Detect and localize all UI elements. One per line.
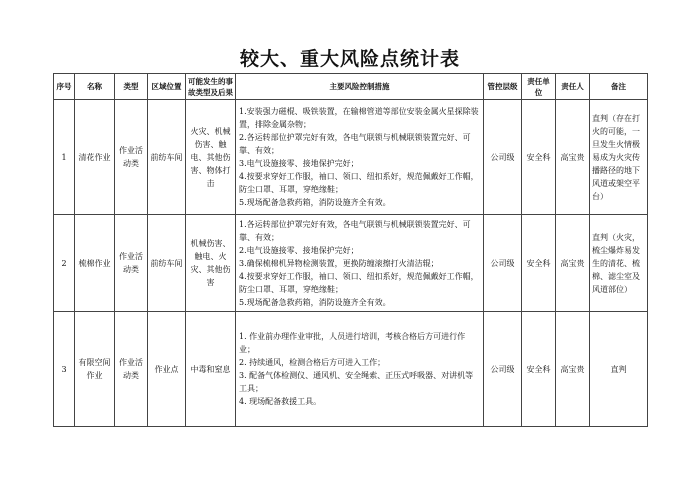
measure-item: 2.电气设施接零、接地保护完好； xyxy=(239,245,359,255)
cell-person: 高宝贵 xyxy=(556,215,590,312)
cell-level: 公司级 xyxy=(484,215,522,312)
header-cell-no: 序号 xyxy=(54,74,75,100)
header-cell-level: 管控层级 xyxy=(484,74,522,100)
cell-unit: 安全科 xyxy=(522,215,556,312)
measure-item: 5.现场配备急救药箱，消防设施齐全有效。 xyxy=(239,297,391,307)
cell-person: 高宝贵 xyxy=(556,312,590,427)
measure-item: 4.按要求穿好工作服，袖口、领口、纽扣系好，规范佩戴好工作帽，防尘口罩、耳罩，穿绝缘鞋； xyxy=(239,172,479,194)
measure-item: 3. 配备气体检测仪、通风机、安全绳索、正压式呼吸器、对讲机等工具； xyxy=(239,371,474,393)
measure-item: 4.按要求穿好工作服，袖口、领口、纽扣系好，规范佩戴好工作帽，防尘口罩、耳罩，穿绝缘鞋； xyxy=(239,271,479,294)
page-title: 较大、重大风险点统计表 xyxy=(239,48,460,70)
header-cell-type: 类型 xyxy=(115,74,148,100)
cell-unit: 安全科 xyxy=(522,312,556,427)
cell-area: 前纺车间 xyxy=(148,100,186,215)
cell-note: 直判 xyxy=(590,312,648,427)
table-row xyxy=(54,312,648,427)
cell-type: 作业活动类 xyxy=(115,312,148,427)
cell-area: 前纺车间 xyxy=(148,215,186,312)
measure-item: 2. 持续通风，检测合格后方可进入工作； xyxy=(239,358,386,367)
measure-item: 1. 作业前办理作业审批，人员进行培训，考核合格后方可进行作业； xyxy=(239,332,466,354)
measure-item: 4. 现场配备救援工具。 xyxy=(239,397,322,406)
header-cell-area: 区域位置 xyxy=(148,74,186,100)
cell-accident: 中毒和窒息 xyxy=(186,312,236,427)
risk-table xyxy=(53,73,648,427)
measure-item: 1.各运转部位护罩完好有效，各电气联锁与机械联锁装置完好、可靠、有效； xyxy=(239,219,471,242)
cell-name: 清花作业 xyxy=(75,100,115,215)
header-cell-unit: 责任单位 xyxy=(522,74,556,100)
cell-no: 3 xyxy=(54,312,75,427)
measure-item: 5.现场配备急救药箱，消防设施齐全有效。 xyxy=(239,198,391,207)
cell-note: 直判（存在打火的可能，一旦发生火情极易成为火灾传播路径的地下风道或架空平台） xyxy=(590,100,648,215)
table-row xyxy=(54,215,648,312)
cell-level: 公司级 xyxy=(484,312,522,427)
cell-type: 作业活动类 xyxy=(115,215,148,312)
header-cell-accident: 可能发生的事故类型及后果 xyxy=(186,74,236,100)
cell-measures xyxy=(236,100,484,215)
header-cell-note: 备注 xyxy=(590,74,648,100)
measure-item: 1.安装强力磁棍、吸铁装置，在输棉管道等部位安装金属火星探除装置，排除金属杂物； xyxy=(239,107,479,129)
cell-level: 公司级 xyxy=(484,100,522,215)
cell-measures xyxy=(236,215,484,312)
cell-accident: 火灾、机械伤害、触电、其他伤害、物体打击 xyxy=(186,100,236,215)
header-cell-name: 名称 xyxy=(75,74,115,100)
header-cell-person: 责任人 xyxy=(556,74,590,100)
cell-person: 高宝贵 xyxy=(556,100,590,215)
measure-item: 3.确保梳棉机异物检测装置，更换防缠滚擦打火清洁辊； xyxy=(239,258,439,268)
cell-name: 梳棉作业 xyxy=(75,215,115,312)
cell-accident: 机械伤害、触电、火灾、其他伤害 xyxy=(186,215,236,312)
cell-name: 有限空间作业 xyxy=(75,312,115,427)
measure-item: 2.各运转部位护罩完好有效，各电气联锁与机械联锁装置完好、可靠、有效； xyxy=(239,133,471,155)
header-cell-measures: 主要风险控制措施 xyxy=(236,74,484,100)
cell-area: 作业点 xyxy=(148,312,186,427)
cell-note: 直判（火灾，梳尘爆炸易发生的清花、梳棉、滤尘室及风道部位） xyxy=(590,215,648,312)
cell-unit: 安全科 xyxy=(522,100,556,215)
measure-item: 3.电气设施接零、接地保护完好； xyxy=(239,159,359,168)
header-row xyxy=(54,74,648,100)
cell-measures xyxy=(236,312,484,427)
cell-no: 1 xyxy=(54,100,75,215)
table-row xyxy=(54,100,648,215)
cell-type: 作业活动类 xyxy=(115,100,148,215)
cell-no: 2 xyxy=(54,215,75,312)
